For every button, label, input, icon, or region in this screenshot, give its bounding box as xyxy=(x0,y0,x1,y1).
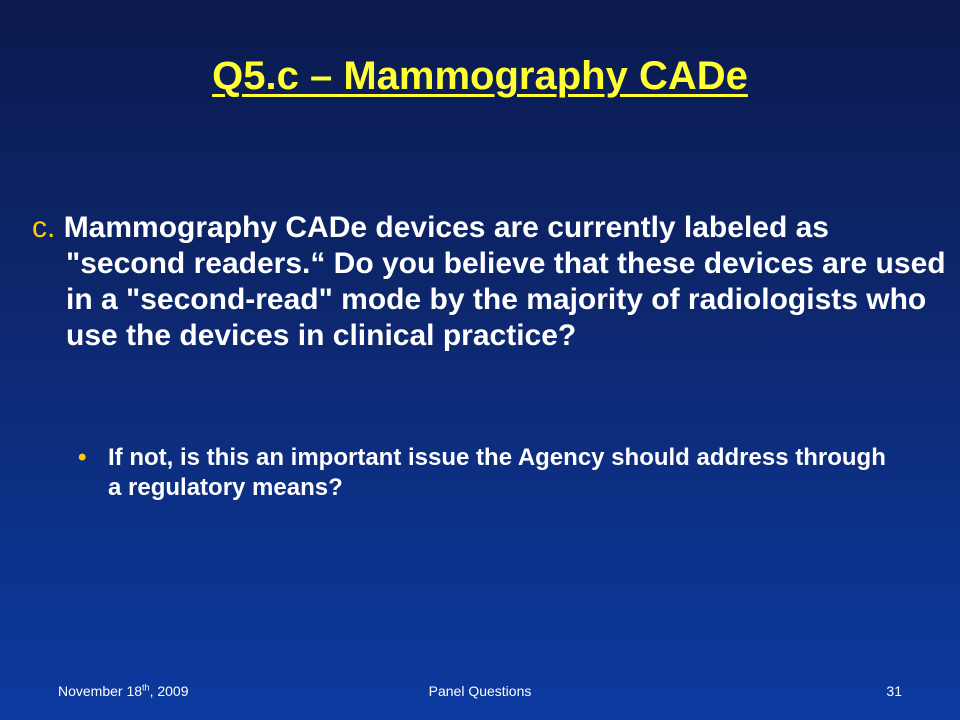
footer-date-year: , 2009 xyxy=(149,683,189,699)
footer-center-label: Panel Questions xyxy=(428,683,532,699)
footer-date-ordinal: th xyxy=(142,682,150,693)
question-marker: c. xyxy=(32,211,56,244)
footer-date-month-day: November 18 xyxy=(58,683,143,699)
question-text: Mammography CADe devices are currently labeled as "second readers.“ Do you believe that these devices are used in a "second-read" mode by the majority of radiologists who use the devices in clinical practice? xyxy=(63,211,946,352)
question-paragraph xyxy=(32,210,946,354)
bullet-text: If not, is this an important issue the Agency should address through a regulatory means? xyxy=(108,444,886,501)
page-number: 31 xyxy=(886,683,902,699)
slide-title: Q5.c – Mammography CADe xyxy=(212,54,748,98)
sub-bullet xyxy=(78,443,898,503)
bullet-dot-icon: • xyxy=(78,444,87,471)
